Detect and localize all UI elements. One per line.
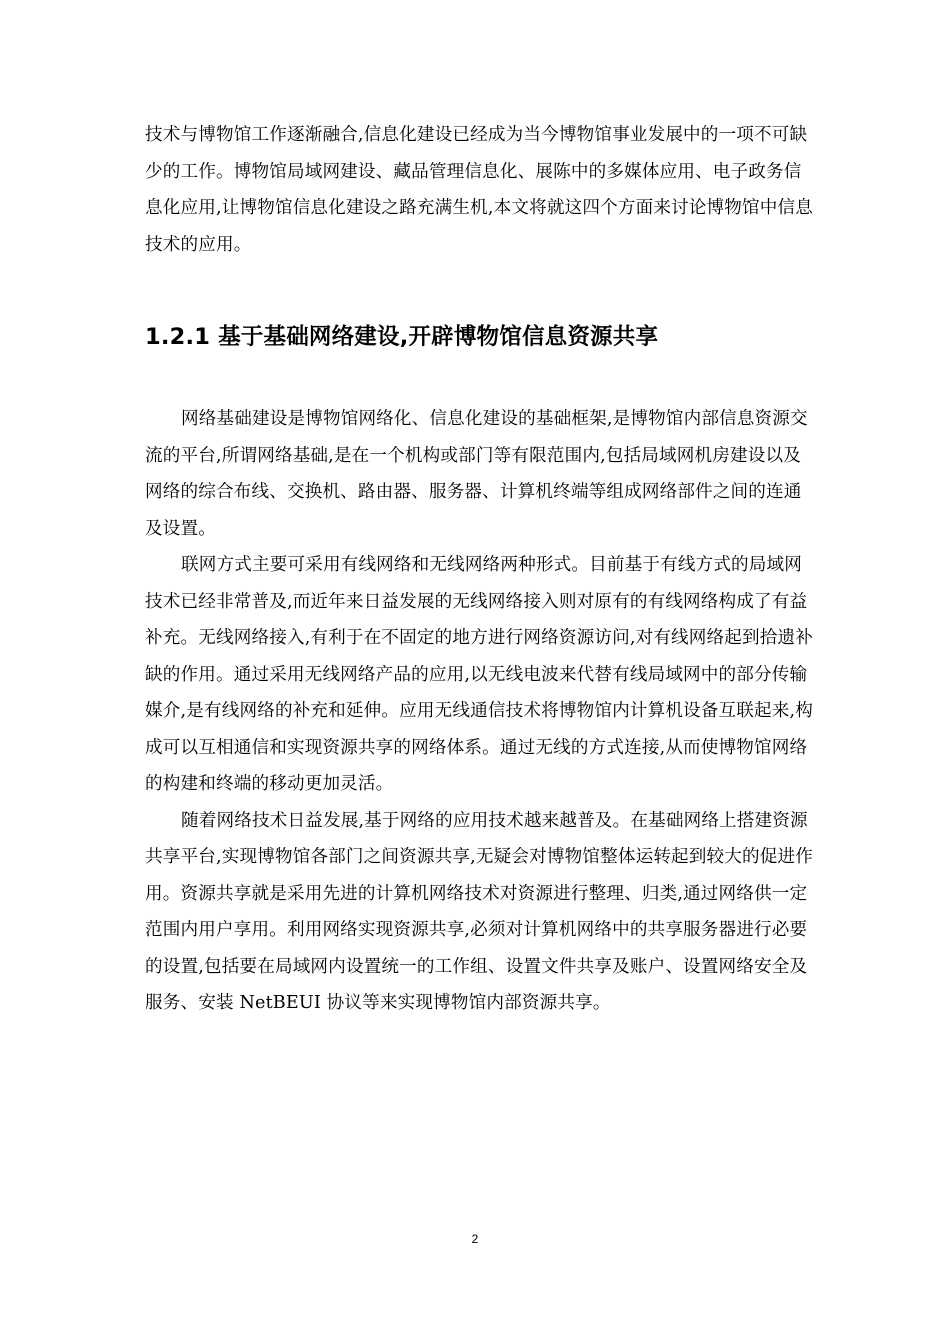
page-content xyxy=(145,117,815,1022)
intro-paragraph: 技术与博物馆工作逐渐融合,信息化建设已经成为当今博物馆事业发展中的一项不可缺少的工作。博物馆局域网建设、藏品管理信息化、展陈中的多媒体应用、电子政务信息化应用,让博物馆信息化建设之路充满生机,本文将就这四个方面来讨论博物馆中信息技术的应用。 xyxy=(145,125,814,255)
page-number: 2 xyxy=(471,1232,479,1246)
section-heading: 1.2.1 基于基础网络建设,开辟博物馆信息资源共享 xyxy=(145,324,659,350)
body-paragraph-2: 联网方式主要可采用有线网络和无线网络两种形式。目前基于有线方式的局域网技术已经非常普及,而近年来日益发展的无线网络接入则对原有的有线网络构成了有益补充。无线网络接入,有利于在不固定的地方进行网络资源访问,对有线网络起到拾遗补缺的作用。通过采用无线网络产品的应用,以无线电波来代替有线局域网中的部分传输媒介,是有线网络的补充和延伸。应用无线通信技术将博物馆内计算机设备互联起来,构成可以互相通信和实现资源共享的网络体系。通过无线的方式连接,从而使博物馆网络的构建和终端的移动更加灵活。 xyxy=(145,555,814,794)
body-paragraph-3: 随着网络技术日益发展,基于网络的应用技术越来越普及。在基础网络上搭建资源共享平台,实现博物馆各部门之间资源共享,无疑会对博物馆整体运转起到较大的促进作用。资源共享就是采用先进的计算机网络技术对资源进行整理、归类,通过网络供一定范围内用户享用。利用网络实现资源共享,必须对计算机网络中的共享服务器进行必要的设置,包括要在局域网内设置统一的工作组、设置文件共享及账户、设置网络安全及服务、安装 NetBEUI 协议等来实现博物馆内部资源共享。 xyxy=(145,810,814,1013)
body-paragraph-1: 网络基础建设是博物馆网络化、信息化建设的基础框架,是博物馆内部信息资源交流的平台,所谓网络基础,是在一个机构或部门等有限范围内,包括局域网机房建设以及网络的综合布线、交换机、路由器、服务器、计算机终端等组成网络部件之间的连通及设置。 xyxy=(145,409,808,539)
